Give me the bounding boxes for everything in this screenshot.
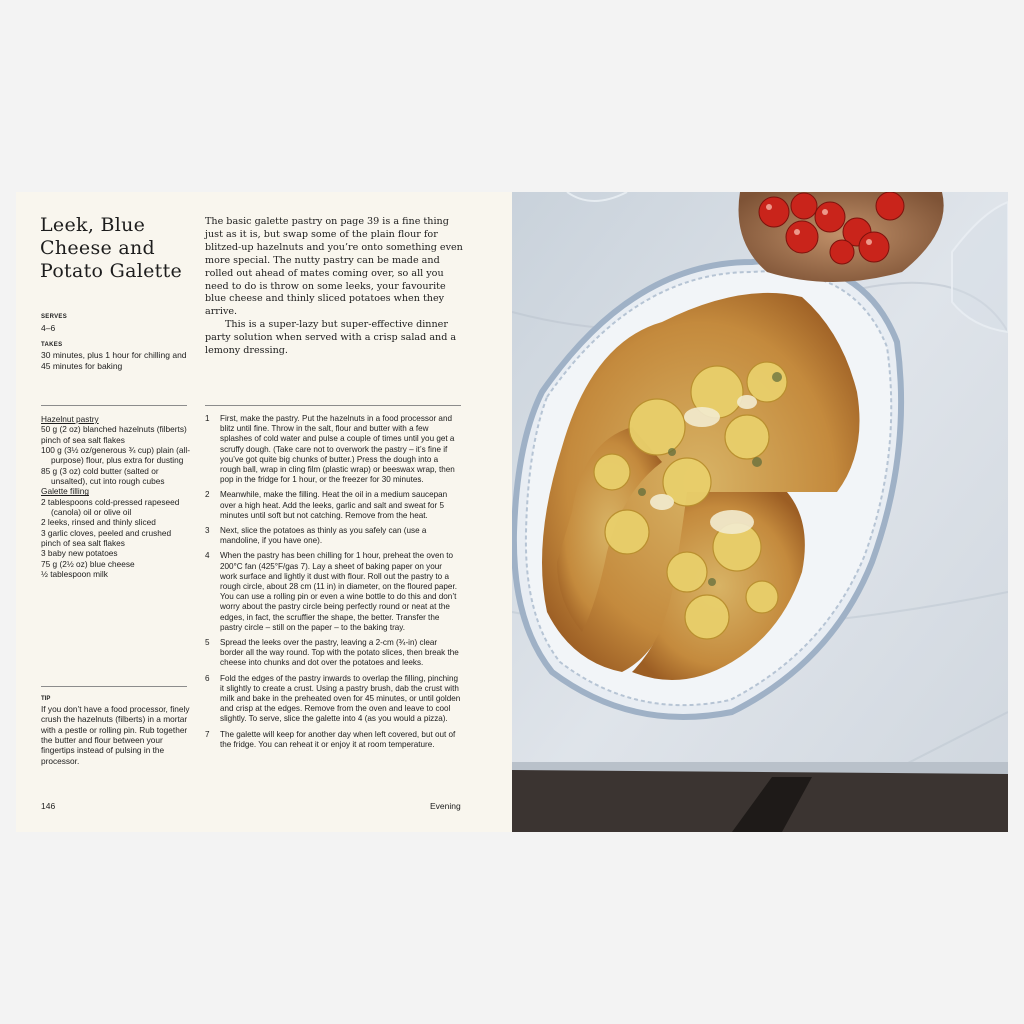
method-steps xyxy=(205,414,461,755)
step-text: Spread the leeks over the pastry, leaving a 2-cm (¾-in) clear border all the way round. Top with the potato slices, then break the cheese into chunks and dot over the potatoes and leeks. xyxy=(220,638,459,668)
serves-label: SERVES xyxy=(41,314,68,320)
method-step xyxy=(205,674,461,725)
ingredient-item: 85 g (3 oz) cold butter (salted or unsalted), cut into rough cubes xyxy=(41,465,165,487)
step-number: 2 xyxy=(205,490,210,500)
tip-text: If you don’t have a food processor, finely crush the hazelnuts (filberts) in a mortar with a pestle or rolling pin. Rub together the butter and flour between your fingertips instead of pulsing in the processor. xyxy=(41,704,190,766)
step-number: 4 xyxy=(205,551,210,561)
ingredient-item: 2 tablespoons cold-pressed rapeseed (canola) oil or olive oil xyxy=(41,496,180,518)
ingredient-item: ½ tablespoon milk xyxy=(41,569,108,580)
step-text: Meanwhile, make the filling. Heat the oil in a medium saucepan over a high heat. Add the leeks, garlic and salt and sweat for 5 minutes until soft but not catching. Remove from the heat. xyxy=(220,490,448,520)
step-text: When the pastry has been chilling for 1 hour, preheat the oven to 200°C fan (425°F/gas 7). Lay a sheet of baking paper on your work surface and lightly it dust with flour. Roll out the pastry to a rough circle, about 28 cm (11 in) in diameter, on the floured paper. You can use a rolling pin or even a wine bottle to do this and don’t worry about the pastry circle being perfectly round or neat at the edges, in fact, the scruffier the shape, the better. Transfer the pastry circle – still on the paper – to the baking tray. xyxy=(220,551,457,632)
method-step xyxy=(205,414,461,485)
method-step xyxy=(205,730,461,750)
page-number: 146 xyxy=(41,801,56,811)
divider xyxy=(41,405,187,406)
method-step xyxy=(205,638,461,669)
step-number: 6 xyxy=(205,673,210,683)
method-step xyxy=(205,490,461,521)
step-text: Fold the edges of the pastry inwards to overlap the filling, pinching it slightly to create a crust. Using a pastry brush, dab the crust with milk and bake in the preheated oven for 45 minutes, or until golden and crisp at the edges. Remove from the oven and leave to cool slightly. To serve, slice the galette into 4 (as you would a pizza). xyxy=(220,673,461,724)
takes-label: TAKES xyxy=(41,342,63,348)
step-number: 3 xyxy=(205,526,210,536)
tip-label: TIP xyxy=(41,696,51,702)
step-number: 5 xyxy=(205,638,210,648)
ingredient-item: 3 garlic cloves, peeled and crushed xyxy=(41,527,172,538)
recipe-page xyxy=(16,192,512,832)
ingredient-item: 75 g (2½ oz) blue cheese xyxy=(41,558,135,569)
ingredient-item: pinch of sea salt flakes xyxy=(41,434,125,445)
ingredient-item: pinch of sea salt flakes xyxy=(41,538,125,549)
recipe-title: Leek, Blue Cheese and Potato Galette xyxy=(40,214,183,282)
method-step xyxy=(205,551,461,633)
step-text: The galette will keep for another day when left covered, but out of the fridge. You can reheat it or enjoy it at room temperature. xyxy=(220,729,456,749)
ingredient-item: 3 baby new potatoes xyxy=(41,548,118,559)
section-name: Evening xyxy=(430,801,461,811)
step-number: 7 xyxy=(205,729,210,739)
galette-photo xyxy=(512,192,1008,832)
galette-photo-illustration xyxy=(512,192,1008,832)
serves-value: 4–6 xyxy=(41,323,56,333)
step-text: Next, slice the potatoes as thinly as you safely can (use a mandoline, if you have one). xyxy=(220,526,427,546)
divider xyxy=(205,405,461,406)
ingredients-heading-filling: Galette filling xyxy=(41,486,89,497)
takes-value: 30 minutes, plus 1 hour for chilling and 45 minutes for baking xyxy=(41,350,187,371)
intro-paragraph: This is a super-lazy but super-effective dinner party solution when served with a crisp salad and a lemony dressing. xyxy=(205,319,457,357)
intro-paragraph: The basic galette pastry on page 39 is a fine thing just as it is, but swap some of the plain flour for blitzed-up hazelnuts and you’re onto something even more special. The nutty pastry can be made and rolled out ahead of mates coming over, so all you need to do is throw on some leeks, your favourite blue cheese and thinly sliced potatoes when they arrive. xyxy=(205,216,463,318)
ingredient-item: 50 g (2 oz) blanched hazelnuts (filberts) xyxy=(41,424,187,435)
ingredients-list xyxy=(41,414,191,580)
ingredient-item: 100 g (3½ oz/generous ¾ cup) plain (all-purpose) flour, plus extra for dusting xyxy=(41,445,190,466)
recipe-intro xyxy=(205,216,467,358)
step-number: 1 xyxy=(205,414,210,423)
ingredient-item: 2 leeks, rinsed and thinly sliced xyxy=(41,517,156,528)
method-step xyxy=(205,526,461,546)
ingredients-heading-pastry: Hazelnut pastry xyxy=(41,414,99,424)
step-text: First, make the pastry. Put the hazelnuts in a food processor and blitz until fine. Throw in the salt, flour and butter with a few splashes of cold water and pulse a couple of times until you get a scruffy dough. (Take care not to overwork the pastry – it’s fine if you’ve got quite big chunks of butter.) Press the dough into a rough ball, wrap in cling film (plastic wrap) or beeswax wrap, then pop in the fridge for 1 hour, or the freezer for 30 minutes. xyxy=(220,414,455,485)
divider xyxy=(41,686,187,687)
